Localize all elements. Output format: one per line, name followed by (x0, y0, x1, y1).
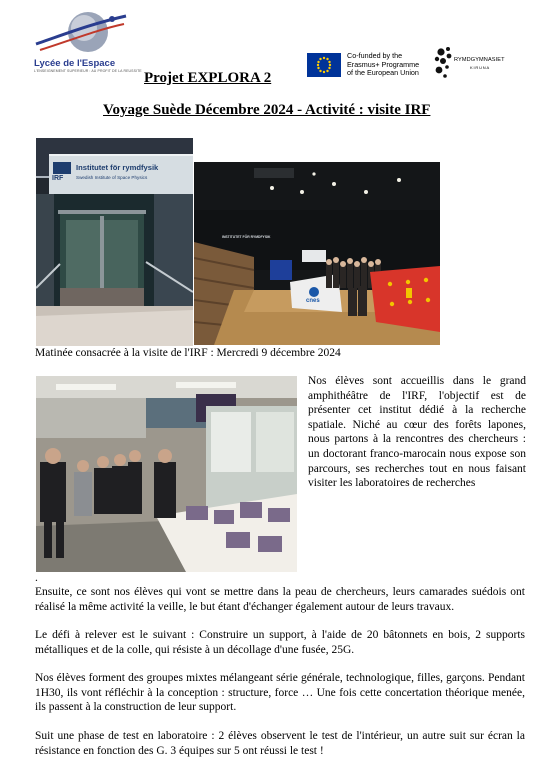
body-paragraph: Ensuite, ce sont nos élèves qui vont se mettre dans la peau de chercheurs, leurs camarades suédois ont réalisé la même activité la veille, le but étant d'échanger également autour de leurs travaux. (35, 586, 525, 613)
irf-sign-logo-icon (53, 162, 71, 174)
irf-entrance-photo (36, 138, 193, 346)
trip-title: Voyage Suède Décembre 2024 - Activité : visite IRF (103, 102, 431, 118)
school-logo-name: Lycée de l'Espace (34, 58, 116, 69)
photo-caption: Matinée consacrée à la visite de l'IRF : Mercredi 9 décembre 2024 (35, 347, 341, 359)
body-paragraph: Le défi à relever est le suivant : Construire un support, à l'aide de 20 bâtonnets en bois, 2 supports métalliques et de la colle, qui résiste à un décollage d'une fusée, 25G. (35, 629, 525, 656)
rocket-planet-icon (30, 6, 130, 66)
irf-sign-logo: IRF (52, 175, 64, 182)
irf-sign-title: Institutet för rymdfysik (76, 163, 159, 172)
amphitheatre-wall-text: INSTITUTET FÖR RYMDFYSIK (222, 235, 271, 239)
partner-logo-name: RYMDGYMNASIET (454, 57, 505, 63)
intro-paragraph: Nos élèves sont accueillis dans le grand amphithéâtre de l'IRF, l'objectif est de présenter cet institut dédié à la recherche spatiale. Niché au cœur des forêts lapones, nous partons à la rencontres des chercheurs : un doctorant franco-marocain nous expose son parcours, ses recherches tout en nous faisant visiter les laboratoires de recherches (308, 375, 526, 490)
irf-sign-subtitle: Swedish Institute of Space Physics (76, 175, 148, 180)
partner-logo-city: KIRUNA (470, 65, 490, 70)
cnes-banner-text: cnes (306, 298, 320, 304)
amphitheatre-group-photo (194, 162, 440, 345)
separator-mark: . (35, 572, 38, 584)
laboratory-visit-photo (36, 376, 297, 572)
project-title: Projet EXPLORA 2 (144, 70, 272, 86)
rymdgymnasiet-logo-icon (434, 46, 474, 80)
eu-flag-icon (307, 53, 341, 77)
body-paragraph: Nos élèves forment des groupes mixtes mélangeant série générale, technologique, filles, garçons. Pendant 1H30, ils vont réfléchir à la conception : structure, force … Une fois cette concertation théorique menée, ils passent à la construction de leur support. (35, 672, 525, 714)
school-logo-tagline: L'ENSEIGNEMENT SUPERIEUR : AU PROFIT DE LA REUSSITE (34, 69, 142, 73)
body-paragraph: Suit une phase de test en laboratoire : 2 élèves observent le test de l'intérieur, un autre suit sur écran la résistance en fonction des G. 3 équipes sur 5 ont réussi le test ! (35, 730, 525, 757)
eu-funding-text: Co-funded by the Erasmus+ Programme of the European Union (347, 51, 420, 78)
